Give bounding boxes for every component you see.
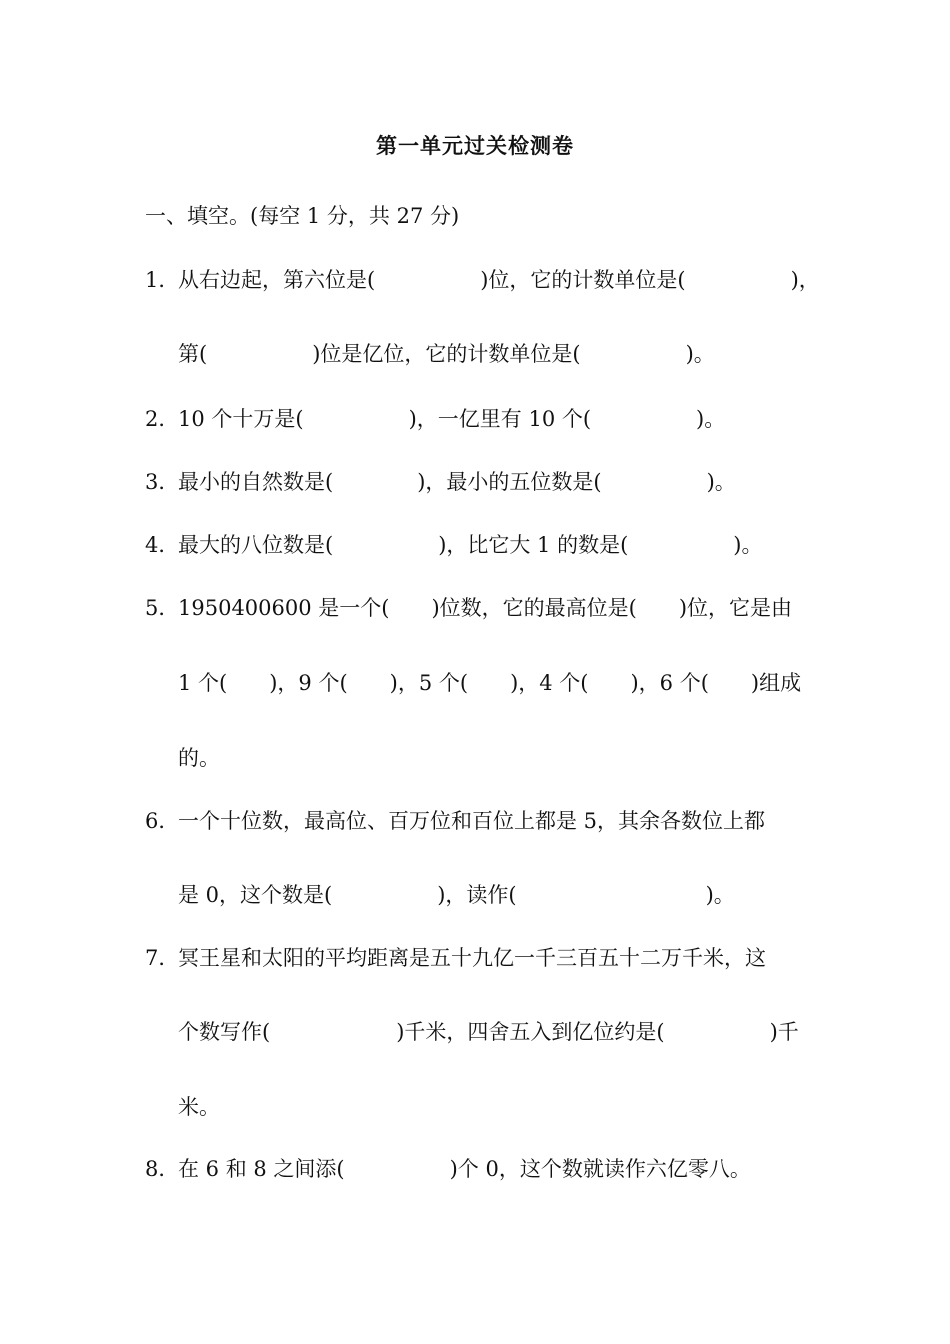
question-text: 最小的自然数是( )，最小的五位数是( )。 [178,470,736,494]
question-number: 5． [145,596,180,620]
section-heading: 一、填空。(每空 1 分，共 27 分) [145,204,460,228]
question-number: 8． [145,1157,180,1181]
question-7 [145,944,766,972]
question-number: 3． [145,470,180,494]
page-title: 第一单元过关检测卷 [376,134,574,158]
question-text: 10 个十万是( )，一亿里有 10 个( )。 [178,407,726,431]
question-text: 从右边起，第六位是( )位，它的计数单位是( )， [178,268,820,292]
question-1 [145,266,820,294]
question-number: 6． [145,809,180,833]
question-number: 1． [145,268,180,292]
question-number: 7． [145,946,180,970]
question-4 [145,531,762,559]
question-text: 最大的八位数是( )，比它大 1 的数是( )。 [178,533,763,557]
question-text: 一个十位数，最高位、百万位和百位上都是 5，其余各数位上都 [178,809,766,833]
question-5 [145,594,792,622]
question-1-continuation: 第( )位是亿位，它的计数单位是( )。 [178,342,715,366]
question-7-continuation: 个数写作( )千米，四舍五入到亿位约是( )千 [178,1020,799,1044]
question-6 [145,807,765,835]
question-7-continuation: 米。 [178,1095,220,1119]
question-number: 2． [145,407,180,431]
question-8 [145,1155,751,1183]
question-3 [145,468,736,496]
question-number: 4． [145,533,180,557]
question-6-continuation: 是 0，这个数是( )，读作( )。 [178,883,735,907]
question-text: 1950400600 是一个( )位数，它的最高位是( )位，它是由 [178,596,793,620]
question-5-continuation: 的。 [178,746,220,770]
question-5-continuation: 1 个( )，9 个( )，5 个( )，4 个( )，6 个( )组成 [178,671,802,695]
question-text: 在 6 和 8 之间添( )个 0，这个数就读作六亿零八。 [178,1157,751,1181]
question-text: 冥王星和太阳的平均距离是五十九亿一千三百五十二万千米，这 [178,946,766,970]
question-2 [145,405,725,433]
